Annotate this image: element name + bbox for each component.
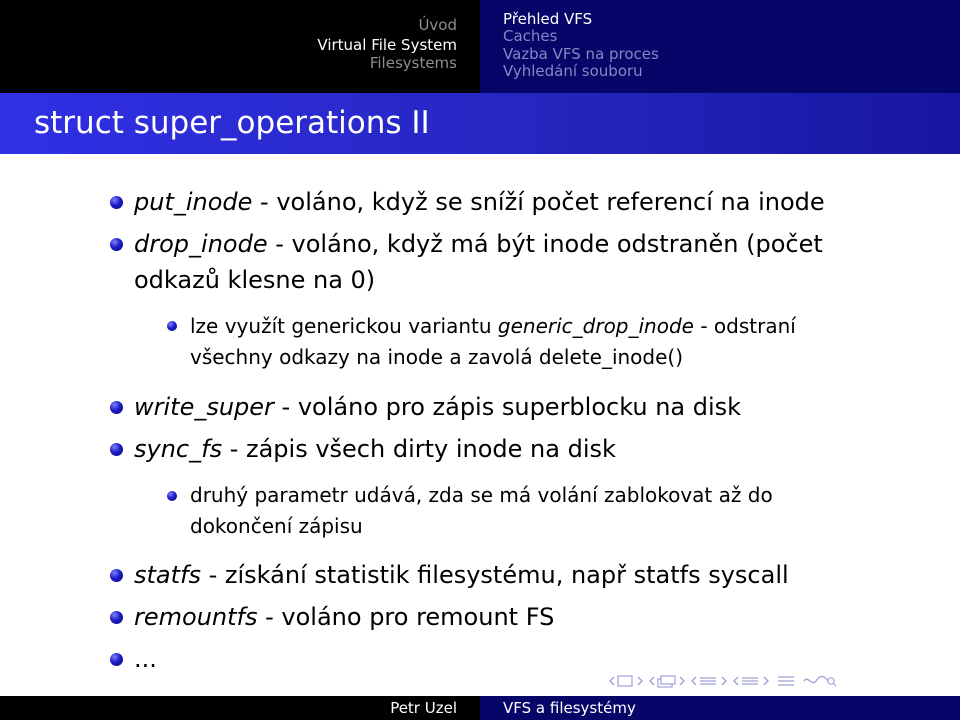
bullet-icon (110, 196, 123, 209)
item-text: - voláno pro zápis superblocku na disk (273, 393, 742, 421)
nav-section-filesystems[interactable]: Filesystems (369, 54, 457, 72)
nav-subsection-caches[interactable]: Caches (503, 27, 558, 45)
list-item (134, 229, 823, 259)
item-term: drop_inode (134, 230, 268, 258)
bullet-icon (110, 569, 123, 582)
top-navigation (0, 0, 960, 93)
item-text: - odstraní (693, 314, 796, 338)
bullet-icon (110, 611, 123, 624)
bullet-icon (110, 401, 123, 414)
nav-section-right-icon[interactable] (732, 673, 772, 689)
item-text: - voláno pro remount FS (257, 603, 555, 631)
item-term: generic_drop_inode (497, 314, 694, 338)
nav-align-icon[interactable] (774, 673, 798, 689)
footer (0, 696, 960, 720)
item-text: - získání statistik filesystému, např statfs syscall (200, 561, 789, 589)
item-term: sync_fs (134, 435, 223, 463)
nav-section-vfs[interactable]: Virtual File System (317, 36, 457, 54)
sub-list-item-continuation: všechny odkazy na inode a zavolá delete_inode() (190, 345, 684, 369)
subsection-nav (480, 0, 960, 93)
sub-bullet-icon (167, 321, 177, 331)
section-nav (0, 0, 480, 93)
slide-title-bar (0, 93, 960, 154)
sub-list-item-continuation: dokončení zápisu (190, 514, 363, 538)
footer-author: Petr Uzel (390, 699, 457, 717)
item-text: - voláno, když má být inode odstraněn (počet (267, 230, 823, 258)
list-item (134, 392, 741, 422)
nav-frame-left-icon[interactable] (608, 673, 646, 689)
item-term: remountfs (134, 603, 258, 631)
nav-section-uvod[interactable]: Úvod (418, 16, 457, 34)
list-item (134, 602, 554, 632)
nav-subsection-vazba[interactable]: Vazba VFS na proces (503, 45, 659, 63)
sub-list-item (190, 313, 796, 339)
item-term: put_inode (134, 188, 253, 216)
sub-bullet-icon (167, 491, 177, 501)
bullet-icon (110, 443, 123, 456)
nav-subsection-vyhledani[interactable]: Vyhledání souboru (503, 62, 643, 80)
nav-subsection-left-icon[interactable] (648, 673, 688, 689)
footer-right (480, 696, 960, 720)
footer-title: VFS a filesystémy (503, 699, 636, 717)
list-item: ... (134, 645, 157, 673)
list-item-continuation: odkazů klesne na 0) (134, 266, 376, 294)
item-text: - zápis všech dirty inode na disk (222, 435, 616, 463)
slide-title: struct super_operations II (34, 105, 430, 141)
nav-search-icon[interactable] (800, 673, 840, 689)
nav-subsection-prehled[interactable]: Přehled VFS (503, 10, 593, 28)
item-text: lze využít generickou variantu (190, 314, 498, 338)
bullet-icon (110, 653, 123, 666)
nav-section-left-icon[interactable] (690, 673, 730, 689)
list-item (134, 560, 789, 590)
bullet-icon (110, 238, 123, 251)
footer-left (0, 696, 480, 720)
list-item (134, 434, 616, 464)
item-term: write_super (134, 393, 274, 421)
list-item (134, 187, 825, 217)
navigation-symbols (608, 670, 953, 692)
item-text: - voláno, když se sníží počet referencí na inode (252, 188, 825, 216)
sub-list-item: druhý parametr udává, zda se má volání zablokovat až do (190, 483, 773, 507)
item-term: statfs (134, 561, 201, 589)
